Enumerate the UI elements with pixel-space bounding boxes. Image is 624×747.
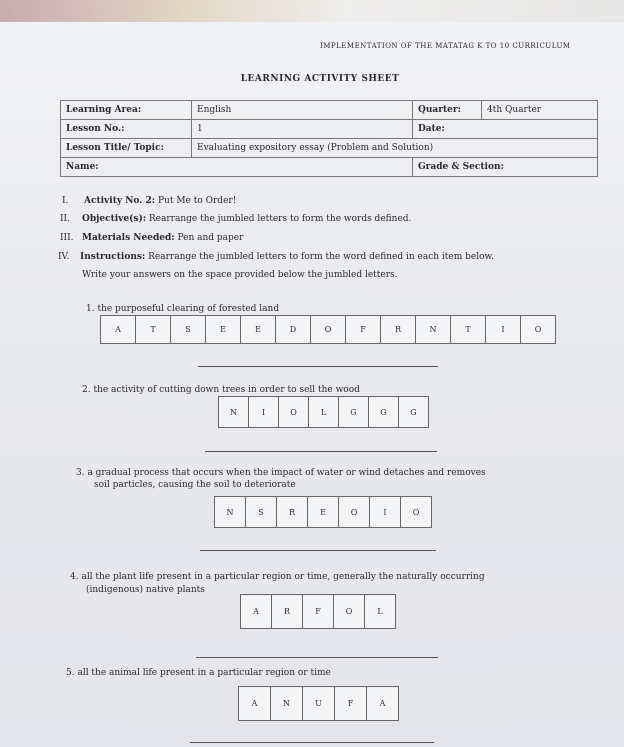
letter-box: T	[135, 315, 170, 344]
instructions-continued: Write your answers on the space provided below the jumbled letters.	[82, 270, 398, 280]
section-label: Objective(s):	[82, 214, 147, 224]
section-number: I.	[62, 196, 69, 206]
letter-box: E	[205, 315, 240, 344]
letter-box: A	[100, 315, 135, 344]
letter-box: I	[485, 315, 520, 344]
quarter-label: Quarter:	[413, 101, 482, 120]
answer-line-1[interactable]	[198, 366, 438, 367]
section-text: Put Me to Order!	[155, 196, 237, 206]
section-number: IV.	[58, 252, 70, 262]
section-number: II.	[60, 214, 70, 224]
name-label: Name:	[61, 158, 413, 177]
letter-box: R	[271, 594, 302, 629]
lesson-title-label: Lesson Title/ Topic:	[61, 139, 192, 158]
item-5-prompt: 5. all the animal life present in a particular region or time	[66, 668, 331, 678]
letter-box: L	[364, 594, 396, 629]
letter-box: O	[278, 396, 308, 428]
letter-box: O	[400, 496, 432, 528]
item-3-letters	[214, 496, 432, 528]
answer-line-2[interactable]	[205, 451, 437, 452]
sheet-title: LEARNING ACTIVITY SHEET	[240, 74, 400, 84]
letter-box: R	[276, 496, 307, 528]
letter-box: N	[218, 396, 248, 428]
letter-box: T	[450, 315, 485, 344]
answer-line-4[interactable]	[196, 657, 438, 658]
learning-area-value: English	[192, 101, 413, 120]
item-3-prompt-cont: soil particles, causing the soil to deteriorate	[94, 480, 296, 490]
letter-box: I	[369, 496, 400, 528]
section-text: Pen and paper	[174, 233, 244, 243]
item-1-prompt: 1. the purposeful clearing of forested land	[86, 304, 280, 314]
letter-box: F	[334, 686, 366, 721]
letter-box: A	[366, 686, 399, 721]
learning-area-label: Learning Area:	[61, 101, 192, 120]
letter-box: D	[275, 315, 310, 344]
section-text: Rearrange the jumbled letters to form the word defined in each item below.	[145, 252, 495, 262]
letter-box: N	[214, 496, 245, 528]
letter-box: G	[368, 396, 398, 428]
letter-box: G	[338, 396, 368, 428]
lesson-no-label: Lesson No.:	[61, 120, 192, 139]
item-4-prompt-cont: (indigenous) native plants	[86, 585, 205, 595]
letter-box: F	[345, 315, 380, 344]
quarter-value: 4th Quarter	[482, 101, 598, 120]
item-4-letters	[240, 594, 396, 629]
letter-box: A	[238, 686, 270, 721]
letter-box: O	[310, 315, 345, 344]
letter-box: U	[302, 686, 334, 721]
lesson-title-value: Evaluating expository essay (Problem and Solution)	[192, 139, 598, 158]
section-label: Instructions:	[80, 252, 146, 262]
answer-line-5[interactable]	[190, 742, 434, 743]
letter-box: S	[170, 315, 205, 344]
item-4-prompt: 4. all the plant life present in a particular region or time, generally the naturally occurring	[70, 572, 485, 582]
section-label: Activity No. 2:	[84, 196, 156, 206]
date-label: Date:	[413, 120, 598, 139]
letter-box: N	[415, 315, 450, 344]
letter-box: A	[240, 594, 271, 629]
letter-box: I	[248, 396, 278, 428]
info-table	[60, 100, 598, 177]
letter-box: E	[307, 496, 338, 528]
section-label: Materials Needed:	[82, 233, 175, 243]
item-2-letters	[218, 396, 429, 428]
grade-section-label: Grade & Section:	[413, 158, 598, 177]
curriculum-header: IMPLEMENTATION OF THE MATATAG K TO 10 CURRICULUM	[320, 42, 571, 50]
section-number: III.	[60, 233, 74, 243]
item-3-prompt: 3. a gradual process that occurs when the impact of water or wind detaches and removes	[76, 468, 486, 478]
letter-box: N	[270, 686, 302, 721]
letter-box: L	[308, 396, 338, 428]
background-fabric	[0, 0, 624, 22]
letter-box: S	[245, 496, 276, 528]
section-text: Rearrange the jumbled letters to form the words defined.	[146, 214, 412, 224]
item-1-letters	[100, 315, 556, 344]
letter-box: R	[380, 315, 415, 344]
letter-box: F	[302, 594, 333, 629]
answer-line-3[interactable]	[200, 550, 436, 551]
lesson-no-value: 1	[192, 120, 413, 139]
letter-box: O	[338, 496, 369, 528]
item-2-prompt: 2. the activity of cutting down trees in order to sell the wood	[82, 385, 360, 395]
item-5-letters	[238, 686, 399, 721]
letter-box: O	[520, 315, 556, 344]
letter-box: O	[333, 594, 364, 629]
letter-box: G	[398, 396, 429, 428]
letter-box: E	[240, 315, 275, 344]
